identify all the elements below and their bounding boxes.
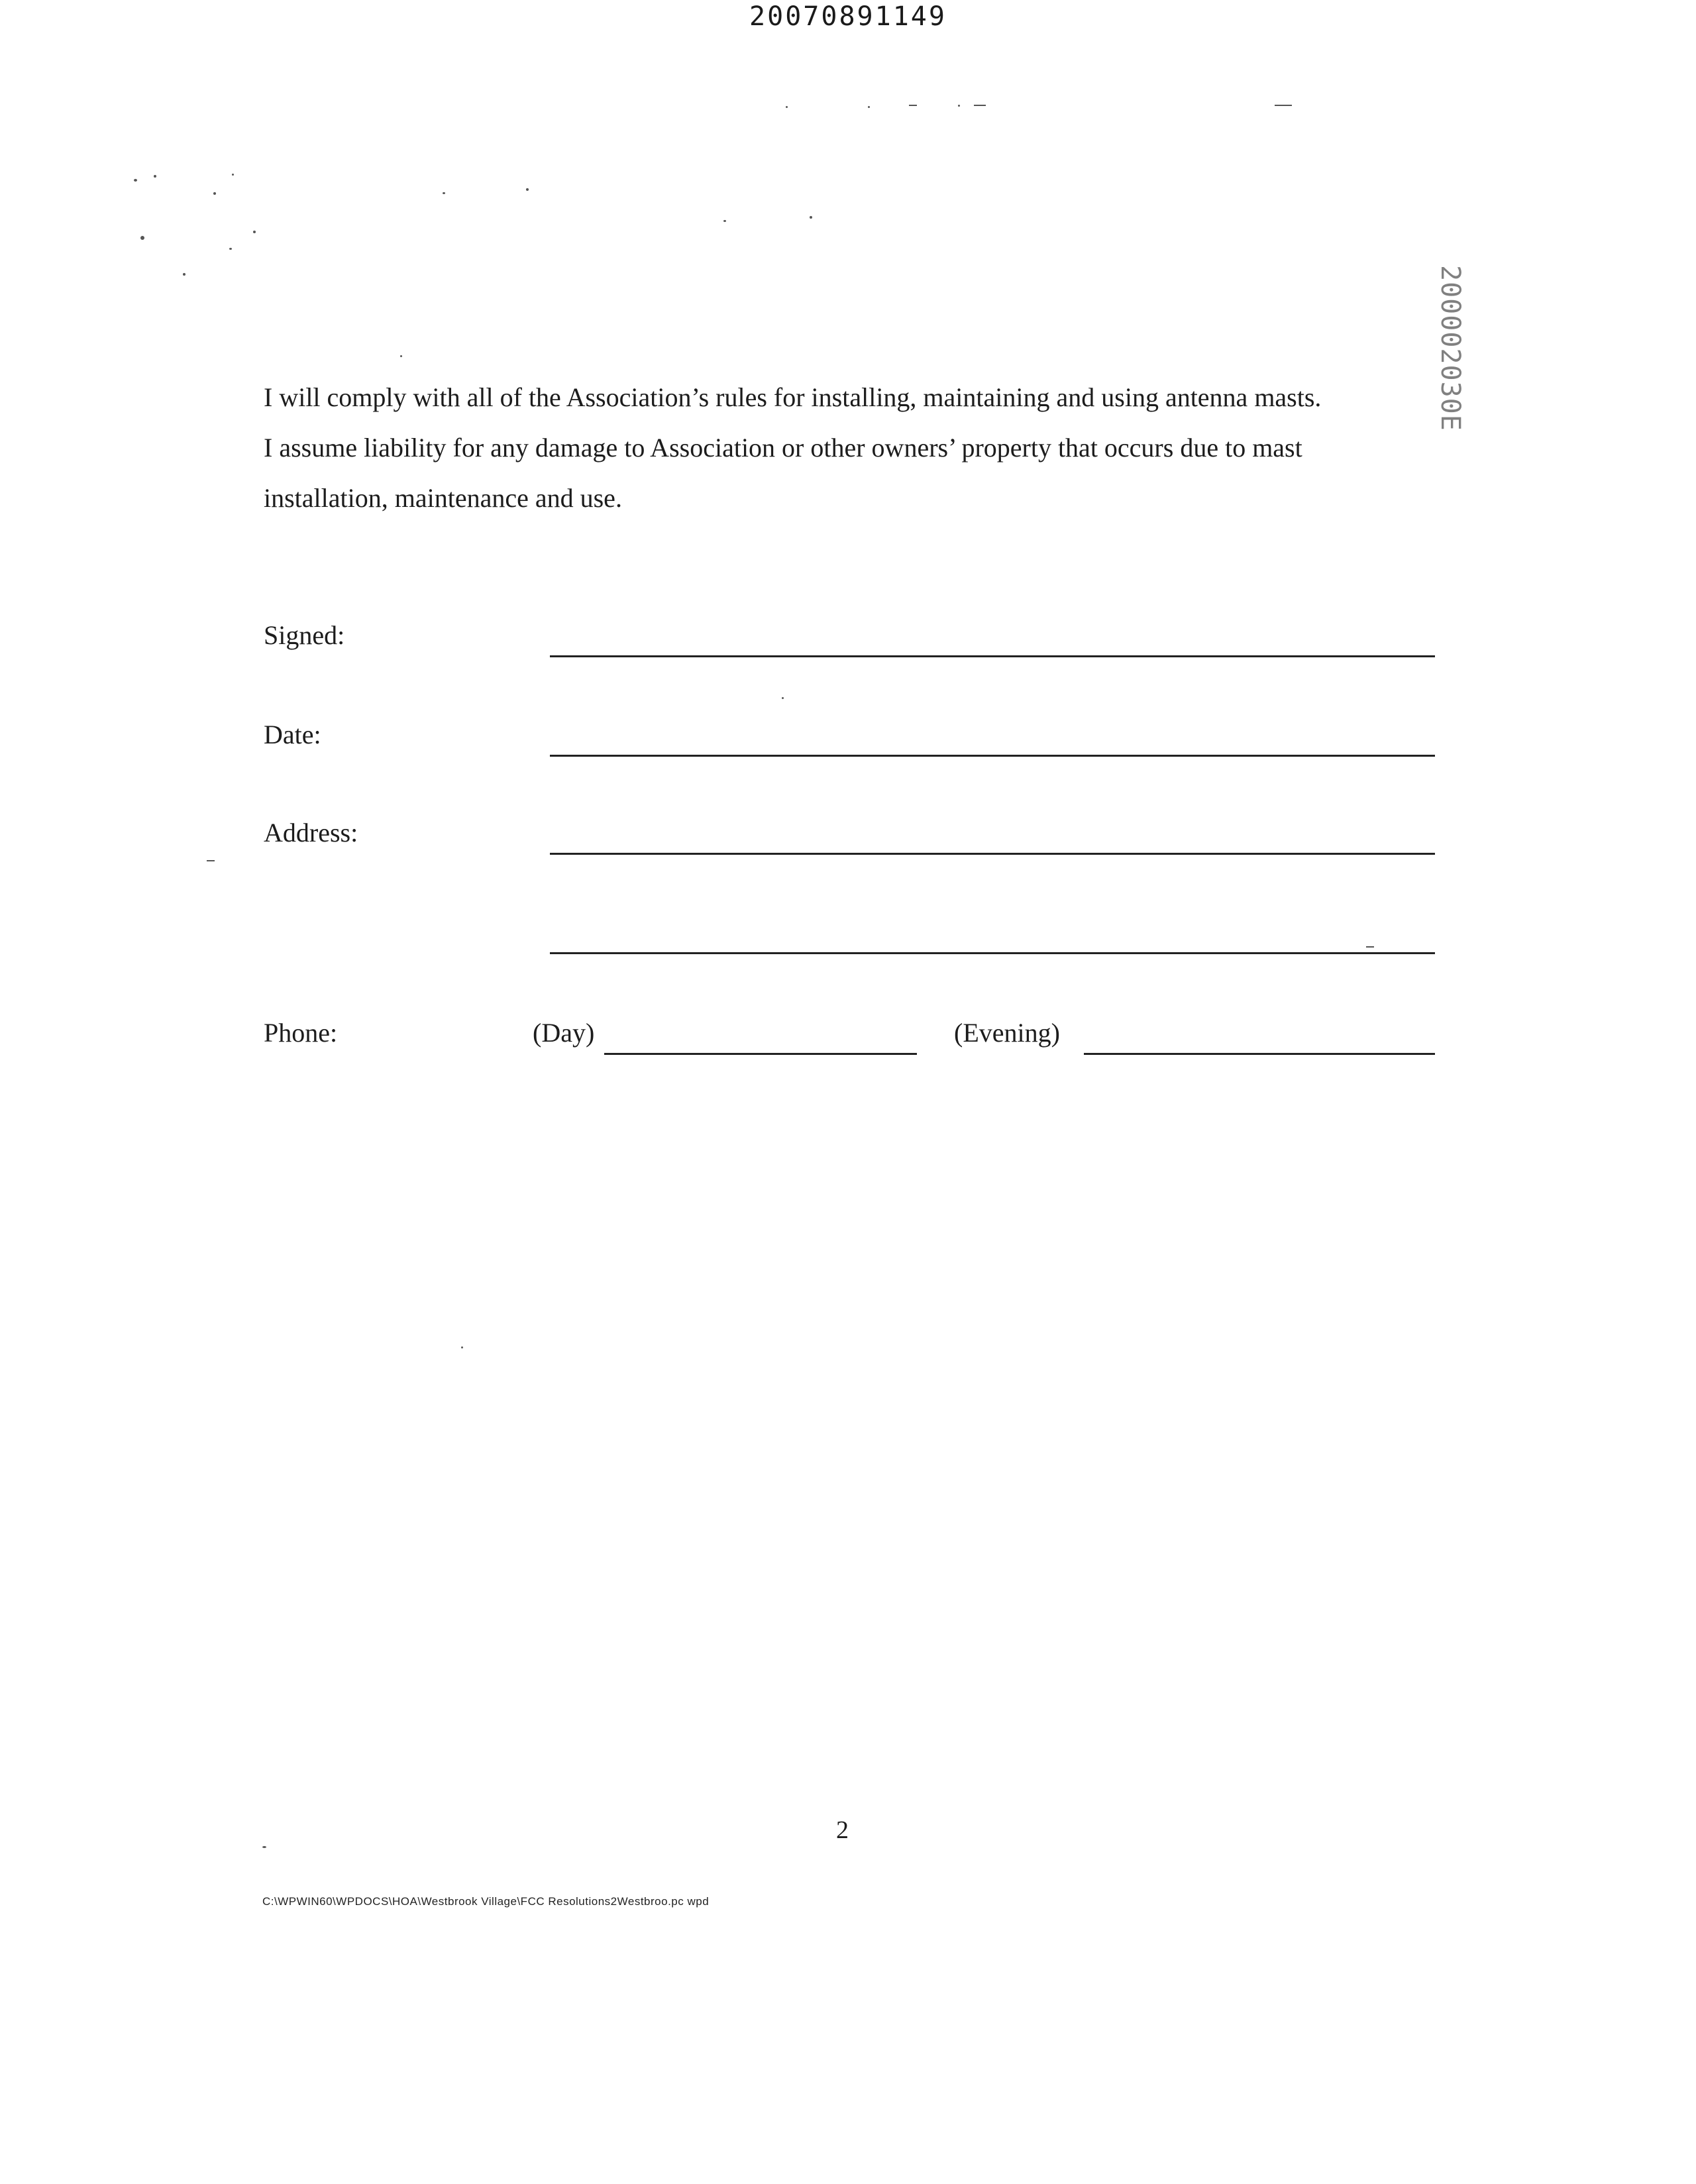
scan-speck: [213, 192, 216, 195]
scan-speck: [974, 105, 986, 106]
day-phone-line[interactable]: [604, 1053, 917, 1055]
page-number: 2: [836, 1816, 849, 1844]
scan-speck: [207, 860, 215, 861]
paragraph-line: installation, maintenance and use.: [264, 483, 622, 513]
paragraph-line: I will comply with all of the Association’s rules for installing, maintaining and using antenna masts.: [264, 382, 1322, 412]
phone-label: Phone:: [264, 1018, 338, 1048]
scan-speck: [253, 231, 256, 233]
evening-label: (Evening): [954, 1018, 1060, 1048]
scan-speck: [400, 355, 402, 357]
phone-row: [264, 1016, 1443, 1056]
address-line-2[interactable]: [550, 952, 1435, 954]
scan-speck: [786, 106, 788, 108]
signed-label: Signed:: [264, 620, 345, 650]
scan-speck: [461, 1346, 463, 1348]
date-row: [264, 718, 1443, 758]
address-line-1[interactable]: [550, 853, 1435, 855]
scan-speck: [782, 697, 784, 699]
scan-speck: [909, 105, 917, 106]
agreement-paragraph: [264, 372, 1443, 523]
scan-speck: [232, 174, 234, 176]
scan-speck: [154, 175, 156, 178]
scan-speck: [229, 248, 232, 250]
signed-row: [264, 619, 1443, 659]
day-label: (Day): [533, 1018, 595, 1048]
address-row: [264, 816, 1443, 856]
date-line[interactable]: [550, 755, 1435, 757]
address-label: Address:: [264, 818, 358, 847]
evening-phone-line[interactable]: [1084, 1053, 1435, 1055]
document-number: 20070891149: [749, 1, 947, 32]
scan-speck: [134, 179, 137, 182]
scan-speck: [868, 106, 870, 108]
address-row-2: [264, 916, 1443, 956]
scan-speck: [1275, 105, 1292, 106]
side-stamp: 200002030E: [1435, 265, 1465, 431]
signature-line[interactable]: [550, 655, 1435, 657]
scan-speck: [262, 1846, 266, 1848]
scan-speck: [183, 273, 186, 276]
footer-file-path: C:\WPWIN60\WPDOCS\HOA\Westbrook Village\FCC Resolutions2Westbroo.pc wpd: [262, 1895, 710, 1908]
scan-speck: [526, 188, 529, 191]
paragraph-line: I assume liability for any damage to Association or other owners’ property that occurs due to mast: [264, 433, 1302, 463]
scan-speck: [723, 220, 726, 222]
scan-speck: [140, 236, 144, 240]
scan-speck: [810, 216, 812, 219]
scan-speck: [958, 105, 960, 107]
date-label: Date:: [264, 720, 321, 749]
scan-speck: [443, 192, 445, 194]
